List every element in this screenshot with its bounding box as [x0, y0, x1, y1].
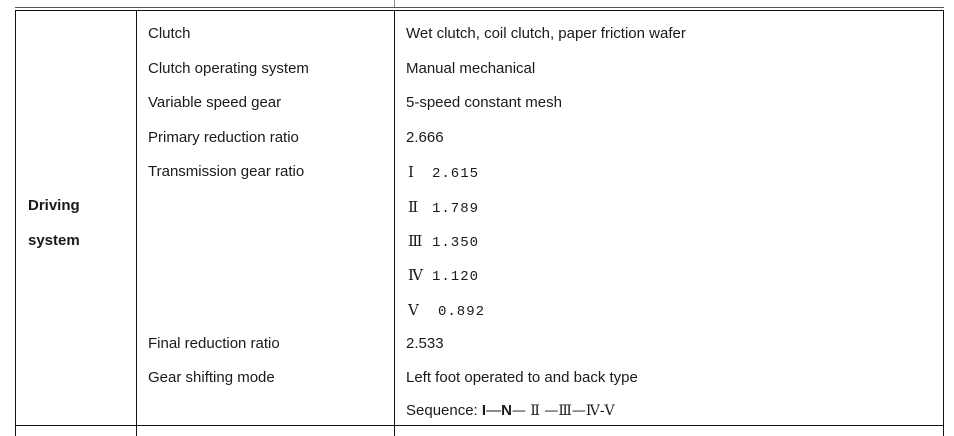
spec-row-primary-reduction-ratio	[0, 129, 954, 153]
gear-numeral: Ⅱ	[408, 198, 419, 216]
sequence-dash: —	[486, 402, 502, 419]
param-label: Variable speed gear	[148, 94, 282, 111]
param-label: Primary reduction ratio	[148, 129, 299, 146]
shift-sequence	[406, 402, 615, 420]
param-value: 2.533	[406, 335, 444, 352]
header-divider-stub	[394, 0, 395, 7]
sequence-first-gear: I	[481, 402, 487, 419]
spec-row-gear-shifting-mode	[0, 369, 954, 393]
table-top-rule-thin	[15, 7, 944, 8]
param-value: Left foot operated to and back type	[406, 369, 638, 386]
gear-ratio-2	[408, 198, 479, 218]
table-top-rule	[15, 10, 944, 11]
spec-row-variable-speed-gear	[0, 94, 954, 118]
gear-ratio-5	[408, 301, 485, 321]
spec-row-clutch-operating-system	[0, 60, 954, 84]
spec-row-final-reduction-ratio	[0, 335, 954, 359]
gear-ratio-value: 0.892	[438, 304, 486, 320]
gear-ratio-3	[408, 232, 479, 252]
spec-row-clutch	[0, 25, 954, 49]
param-label: Clutch	[148, 25, 191, 42]
param-label: Clutch operating system	[148, 60, 309, 77]
param-value: 5-speed constant mesh	[406, 94, 562, 111]
param-label: Gear shifting mode	[148, 369, 275, 386]
category-label-line1: Driving	[28, 197, 80, 214]
gear-numeral: Ⅴ	[408, 301, 419, 319]
sequence-label: Sequence:	[406, 402, 478, 419]
table-bottom-rule	[15, 425, 944, 426]
sequence-neutral: N	[501, 402, 512, 419]
gear-numeral: Ⅲ	[408, 232, 423, 250]
gear-ratio-value: 2.615	[432, 166, 480, 182]
param-label: Transmission gear ratio	[148, 163, 305, 180]
sequence-rest: — Ⅱ —Ⅲ—Ⅳ-Ⅴ	[511, 403, 615, 419]
gear-numeral: Ⅳ	[408, 266, 423, 284]
param-label: Final reduction ratio	[148, 335, 280, 352]
param-value: 2.666	[406, 129, 444, 146]
gear-ratio-value: 1.120	[432, 269, 480, 285]
category-label-line2: system	[28, 232, 80, 249]
gear-ratio-value: 1.350	[432, 235, 480, 251]
gear-ratio-4	[408, 266, 479, 286]
gear-numeral: Ⅰ	[408, 163, 414, 181]
param-value: Manual mechanical	[406, 60, 536, 77]
gear-ratio-value: 1.789	[432, 201, 480, 217]
param-value: Wet clutch, coil clutch, paper friction wafer	[406, 25, 686, 42]
gear-ratio-1	[408, 163, 479, 183]
